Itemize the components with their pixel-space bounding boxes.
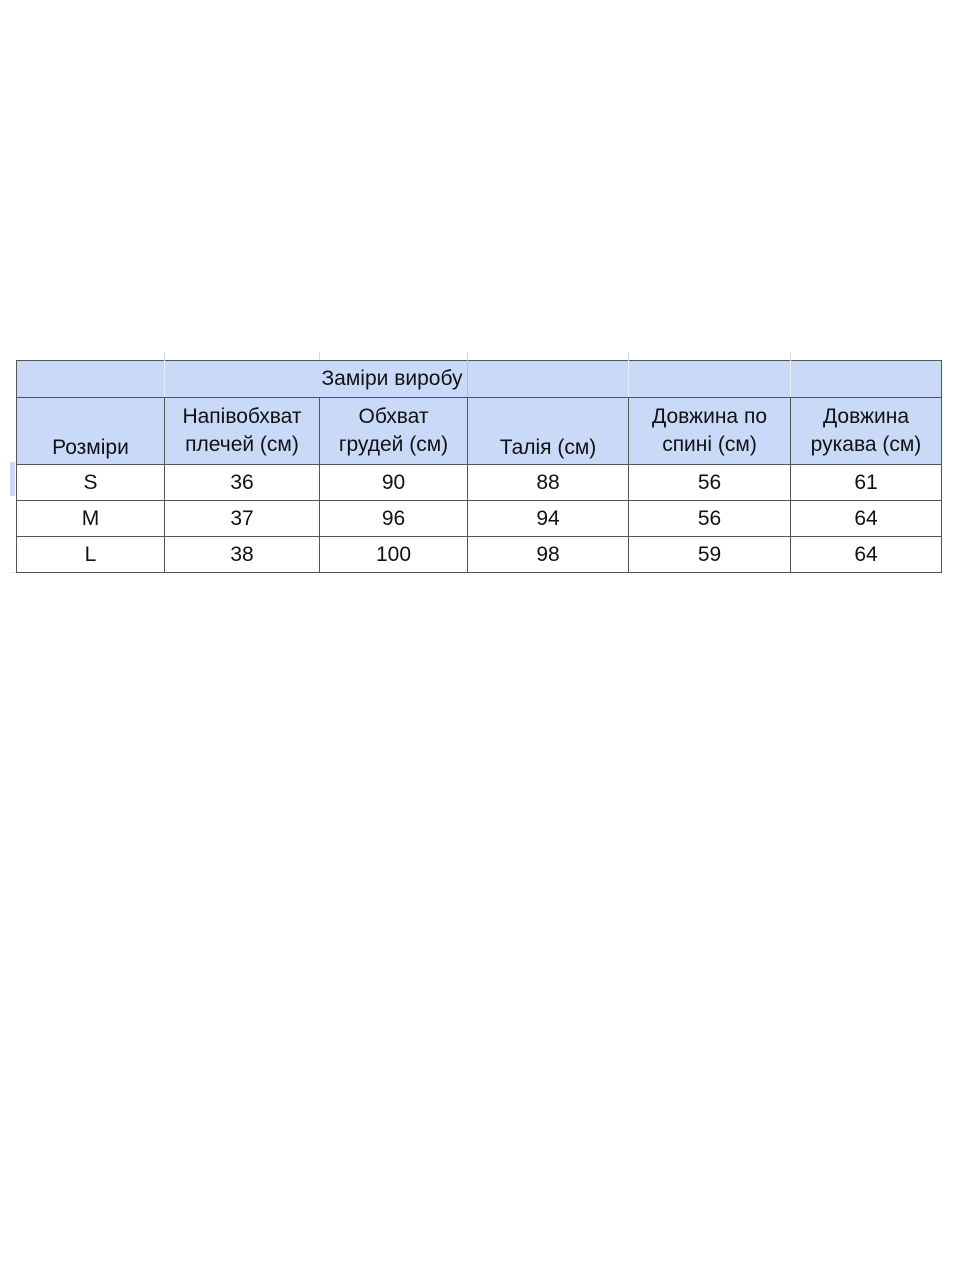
column-header-sleeve-length[interactable] [791,398,942,465]
column-header-label: плечей (см) [185,433,299,456]
column-header-row [17,398,942,465]
waist-cell[interactable]: 88 [468,465,629,501]
sleeve-length-cell[interactable]: 61 [791,465,942,501]
column-header-label: Розміри [52,436,129,459]
size-cell[interactable]: S [17,465,165,501]
sleeve-length-cell[interactable]: 64 [791,501,942,537]
size-cell[interactable]: M [17,501,165,537]
empty-header-cell[interactable] [17,361,165,398]
selected-row-marker [10,462,15,496]
empty-header-cell[interactable] [629,361,791,398]
group-title-cell[interactable] [165,361,468,398]
shoulders-cell[interactable]: 37 [165,501,320,537]
empty-header-cell[interactable] [791,361,942,398]
back-length-cell[interactable]: 56 [629,501,791,537]
column-header-back-length[interactable] [629,398,791,465]
shoulders-cell[interactable]: 38 [165,537,320,573]
column-header-label: Обхват [358,405,429,428]
empty-header-cell[interactable] [468,361,629,398]
back-length-cell[interactable]: 59 [629,537,791,573]
column-header-label: Довжина [822,405,910,428]
group-header-row [17,361,942,398]
column-header-label: грудей (см) [338,433,449,456]
size-cell[interactable]: L [17,537,165,573]
chest-cell[interactable]: 100 [320,537,468,573]
column-header-label: рукава (см) [810,433,922,456]
table-row [17,501,942,537]
column-header-sizes[interactable] [17,398,165,465]
table-row [17,465,942,501]
waist-cell[interactable]: 98 [468,537,629,573]
size-chart-table [16,360,942,573]
column-header-label: Довжина по [652,405,767,428]
column-header-label: Напівобхват [182,405,302,428]
chest-cell[interactable]: 96 [320,501,468,537]
spreadsheet-area [16,360,941,572]
sleeve-length-cell[interactable]: 64 [791,537,942,573]
chest-cell[interactable]: 90 [320,465,468,501]
column-header-chest[interactable] [320,398,468,465]
column-header-label: Талія (см) [499,436,597,459]
column-header-shoulders[interactable] [165,398,320,465]
column-header-waist[interactable] [468,398,629,465]
column-header-label: спині (см) [662,433,757,456]
group-title: Заміри виробу [321,367,463,390]
waist-cell[interactable]: 94 [468,501,629,537]
back-length-cell[interactable]: 56 [629,465,791,501]
shoulders-cell[interactable]: 36 [165,465,320,501]
table-row [17,537,942,573]
